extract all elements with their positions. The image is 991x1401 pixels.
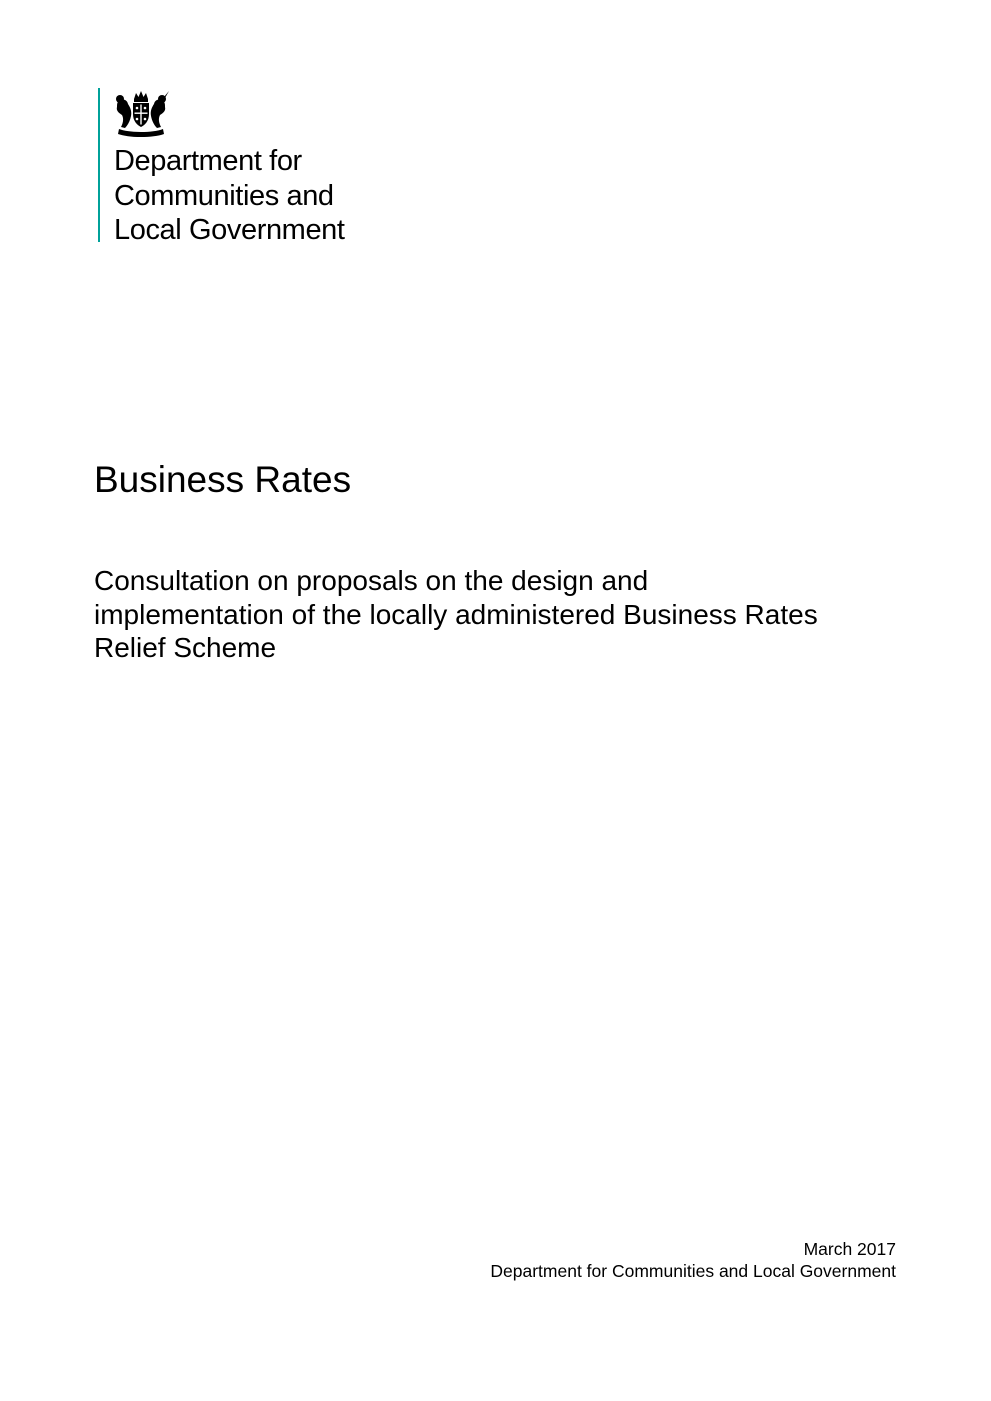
publisher-name: Department for Communities and Local Government [490, 1261, 896, 1281]
publication-date: March 2017 [803, 1239, 896, 1259]
department-name [114, 144, 345, 248]
document-subtitle [94, 564, 818, 665]
logo-rule [98, 88, 100, 242]
royal-coat-of-arms-icon [112, 90, 170, 138]
department-logo [98, 88, 398, 246]
department-name-line-1: Department for [114, 145, 302, 177]
document-title: Business Rates [94, 459, 352, 500]
subtitle-line-3: Relief Scheme [94, 632, 277, 663]
department-name-line-2: Communities and [114, 179, 334, 212]
subtitle-line-1: Consultation on proposals on the design and [94, 565, 649, 596]
department-name-line-3: Local Government [114, 214, 345, 246]
publication-footer [490, 1238, 896, 1282]
subtitle-line-2: implementation of the locally administered Business Rates [94, 598, 818, 630]
